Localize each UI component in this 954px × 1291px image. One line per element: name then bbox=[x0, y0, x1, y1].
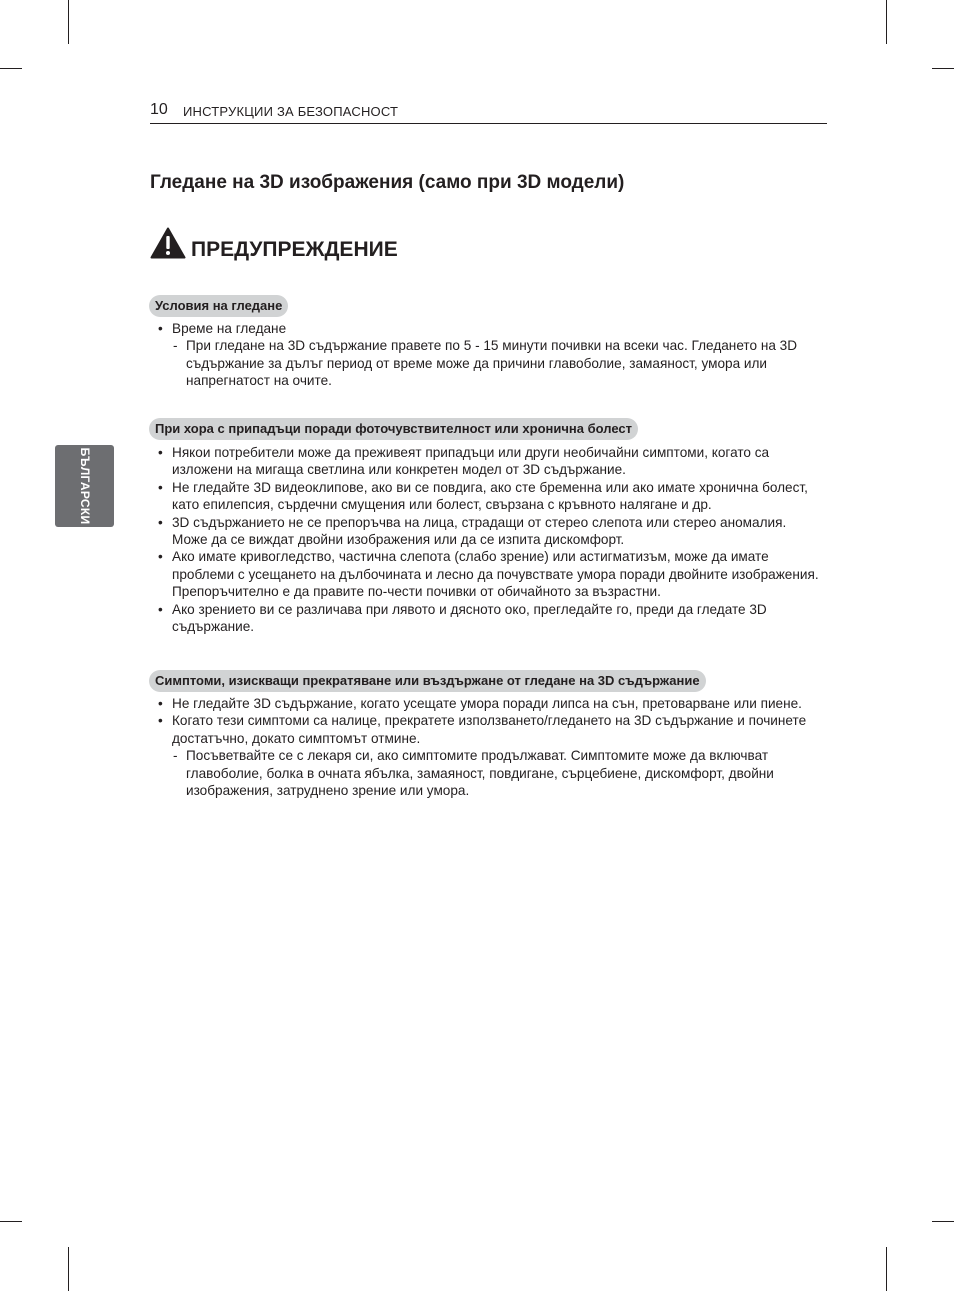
page-number: 10 bbox=[150, 101, 168, 118]
language-tab bbox=[55, 445, 114, 527]
crop-mark bbox=[68, 1247, 69, 1291]
section-title: Гледане на 3D изображения (само при 3D модели) bbox=[150, 172, 625, 193]
crop-mark bbox=[886, 0, 887, 44]
crop-mark bbox=[0, 68, 22, 69]
list-item: • Не гледайте 3D видеоклипове, ако ви се повдига, ако сте бременна или ако имате хронична болест, като епилепсия, сърдечни смущения или болест, свързана с кръвното налягане и др. bbox=[158, 479, 823, 514]
warning-triangle-icon bbox=[150, 227, 186, 259]
page-header bbox=[150, 101, 827, 124]
language-tab-label: БЪЛГАРСКИ bbox=[77, 447, 92, 525]
crop-mark bbox=[932, 68, 954, 69]
header-title: ИНСТРУКЦИИ ЗА БЕЗОПАСНОСТ bbox=[183, 104, 399, 119]
list-item: • Ако зрението ви се различава при лявото и дясното око, прегледайте го, преди да гледате 3D съдържание. bbox=[158, 601, 823, 636]
warning-title: ПРЕДУПРЕЖДЕНИЕ bbox=[191, 238, 398, 261]
subheading-symptoms: Симптоми, изискващи прекратяване или въздържане от гледане на 3D съдържание bbox=[149, 670, 706, 692]
subheading-photosensitivity: При хора с припадъци поради фоточувствителност или хронична болест bbox=[149, 418, 638, 440]
list-subitem: - Посъветвайте се с лекаря си, ако симптомите продължават. Симптомите може да включват главоболие, болка в очната ябълка, замаяност, повдигане, сърцебиене, дискомфорт, двойни изображения, затруднено зрение или умора. bbox=[158, 747, 823, 799]
crop-mark bbox=[0, 1221, 22, 1222]
crop-mark bbox=[932, 1221, 954, 1222]
list-subitem: - При гледане на 3D съдържание правете по 5 - 15 минути почивки на всеки час. Гледането на 3D съдържание за дълъг период от време може да причини главоболие, замаяност, умора или напрегнатост на очите. bbox=[158, 337, 823, 389]
list-item: • Някои потребители може да преживеят припадъци или други необичайни симптоми, когато са изложени на мигаща светлина или конкретен модел от 3D съдържание. bbox=[158, 444, 823, 479]
list-item: • Не гледайте 3D съдържание, когато усещате умора поради липса на сън, претоварване или пиене. bbox=[158, 695, 823, 712]
list-item: • 3D съдържанието не се препоръчва на лица, страдащи от стерео слепота или стерео аномалия. Може да се виждат двойни изображения или да се изпита дискомфорт. bbox=[158, 514, 823, 549]
viewing-conditions-list bbox=[158, 320, 823, 390]
subheading-viewing-conditions: Условия на гледане bbox=[149, 295, 288, 317]
list-item: • Когато тези симптоми са налице, прекратете използването/гледането на 3D съдържание и починете достатъчно, докато симптомът отмине. bbox=[158, 712, 823, 747]
list-item: • Време на гледане bbox=[158, 320, 823, 337]
crop-mark bbox=[68, 0, 69, 44]
photosensitivity-list bbox=[158, 444, 823, 635]
symptoms-list bbox=[158, 695, 823, 799]
crop-mark bbox=[886, 1247, 887, 1291]
list-item: • Ако имате кривогледство, частична слепота (слабо зрение) или астигматизъм, може да имате проблеми с усещането на дълбочината и лесно да почувствате умора поради двойните изображения. Препоръчително е да правите по-чести почивки от обичайното за възрастни. bbox=[158, 548, 823, 600]
